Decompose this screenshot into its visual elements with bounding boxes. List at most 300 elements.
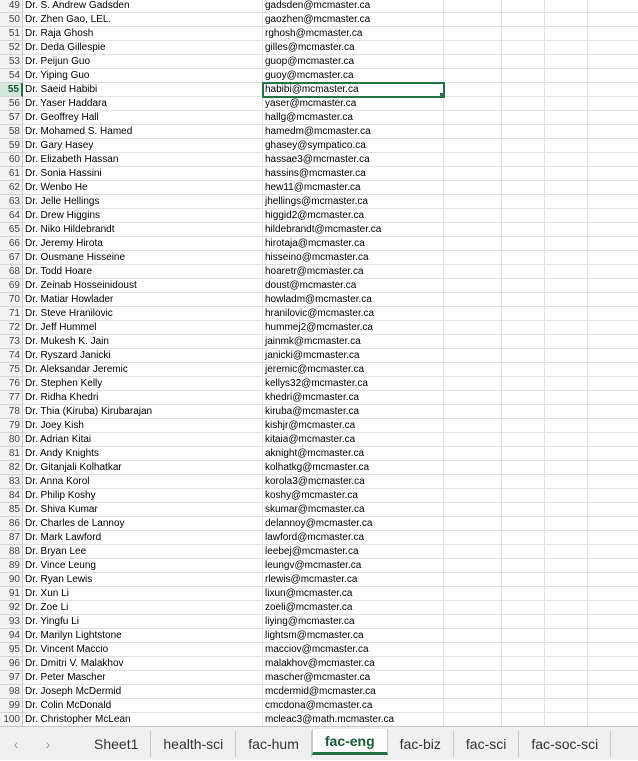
empty-cell[interactable] (444, 83, 502, 97)
empty-cell[interactable] (502, 265, 545, 279)
empty-cell[interactable] (588, 461, 638, 475)
row-header[interactable]: 99 (0, 699, 23, 713)
empty-cell[interactable] (545, 671, 588, 685)
email-cell[interactable]: hummej2@mcmaster.ca (263, 321, 444, 335)
name-cell[interactable]: Dr. Zoe Li (23, 601, 263, 615)
empty-cell[interactable] (545, 699, 588, 713)
empty-cell[interactable] (588, 279, 638, 293)
empty-cell[interactable] (588, 139, 638, 153)
empty-cell[interactable] (502, 629, 545, 643)
empty-cell[interactable] (588, 307, 638, 321)
empty-cell[interactable] (588, 405, 638, 419)
empty-cell[interactable] (545, 363, 588, 377)
empty-cell[interactable] (502, 307, 545, 321)
empty-cell[interactable] (444, 321, 502, 335)
email-cell[interactable]: macciov@mcmaster.ca (263, 643, 444, 657)
email-cell[interactable]: habibi@mcmaster.ca (263, 83, 444, 97)
empty-cell[interactable] (444, 209, 502, 223)
email-cell[interactable]: janicki@mcmaster.ca (263, 349, 444, 363)
empty-cell[interactable] (444, 265, 502, 279)
empty-cell[interactable] (545, 685, 588, 699)
email-cell[interactable]: guoy@mcmaster.ca (263, 69, 444, 83)
empty-cell[interactable] (444, 195, 502, 209)
empty-cell[interactable] (444, 363, 502, 377)
email-cell[interactable]: gaozhen@mcmaster.ca (263, 13, 444, 27)
empty-cell[interactable] (444, 405, 502, 419)
name-cell[interactable]: Dr. Andy Knights (23, 447, 263, 461)
email-cell[interactable]: malakhov@mcmaster.ca (263, 657, 444, 671)
name-cell[interactable]: Dr. Yaser Haddara (23, 97, 263, 111)
email-cell[interactable]: hassins@mcmaster.ca (263, 167, 444, 181)
name-cell[interactable]: Dr. Jelle Hellings (23, 195, 263, 209)
empty-cell[interactable] (502, 181, 545, 195)
empty-cell[interactable] (444, 503, 502, 517)
name-cell[interactable]: Dr. Colin McDonald (23, 699, 263, 713)
empty-cell[interactable] (444, 531, 502, 545)
empty-cell[interactable] (444, 223, 502, 237)
empty-cell[interactable] (545, 461, 588, 475)
empty-cell[interactable] (545, 601, 588, 615)
empty-cell[interactable] (502, 335, 545, 349)
email-cell[interactable]: hallg@mcmaster.ca (263, 111, 444, 125)
row-header[interactable]: 54 (0, 69, 23, 83)
row-header[interactable]: 100 (0, 713, 23, 727)
name-cell[interactable]: Dr. Bryan Lee (23, 545, 263, 559)
name-cell[interactable]: Dr. Steve Hranilovic (23, 307, 263, 321)
email-cell[interactable]: rghosh@mcmaster.ca (263, 27, 444, 41)
row-header[interactable]: 55 (0, 83, 23, 97)
empty-cell[interactable] (588, 69, 638, 83)
empty-cell[interactable] (545, 657, 588, 671)
empty-cell[interactable] (502, 699, 545, 713)
email-cell[interactable]: higgid2@mcmaster.ca (263, 209, 444, 223)
empty-cell[interactable] (502, 27, 545, 41)
row-header[interactable]: 73 (0, 335, 23, 349)
row-header[interactable]: 69 (0, 279, 23, 293)
empty-cell[interactable] (502, 223, 545, 237)
name-cell[interactable]: Dr. Jeremy Hirota (23, 237, 263, 251)
email-cell[interactable]: gadsden@mcmaster.ca (263, 0, 444, 13)
empty-cell[interactable] (545, 433, 588, 447)
empty-cell[interactable] (545, 69, 588, 83)
row-header[interactable]: 92 (0, 601, 23, 615)
empty-cell[interactable] (545, 83, 588, 97)
empty-cell[interactable] (588, 685, 638, 699)
empty-cell[interactable] (502, 55, 545, 69)
row-header[interactable]: 97 (0, 671, 23, 685)
empty-cell[interactable] (502, 41, 545, 55)
row-header[interactable]: 85 (0, 503, 23, 517)
empty-cell[interactable] (588, 55, 638, 69)
empty-cell[interactable] (588, 237, 638, 251)
email-cell[interactable]: yaser@mcmaster.ca (263, 97, 444, 111)
empty-cell[interactable] (502, 615, 545, 629)
name-cell[interactable]: Dr. Todd Hoare (23, 265, 263, 279)
empty-cell[interactable] (545, 27, 588, 41)
email-cell[interactable]: delannoy@mcmaster.ca (263, 517, 444, 531)
empty-cell[interactable] (444, 27, 502, 41)
empty-cell[interactable] (588, 377, 638, 391)
empty-cell[interactable] (588, 349, 638, 363)
empty-cell[interactable] (444, 559, 502, 573)
empty-cell[interactable] (545, 349, 588, 363)
email-cell[interactable]: koshy@mcmaster.ca (263, 489, 444, 503)
empty-cell[interactable] (502, 643, 545, 657)
name-cell[interactable]: Dr. Ryszard Janicki (23, 349, 263, 363)
empty-cell[interactable] (545, 195, 588, 209)
empty-cell[interactable] (444, 671, 502, 685)
row-header[interactable]: 98 (0, 685, 23, 699)
empty-cell[interactable] (444, 279, 502, 293)
empty-cell[interactable] (502, 503, 545, 517)
empty-cell[interactable] (444, 307, 502, 321)
empty-cell[interactable] (444, 349, 502, 363)
name-cell[interactable]: Dr. Mohamed S. Hamed (23, 125, 263, 139)
empty-cell[interactable] (588, 391, 638, 405)
empty-cell[interactable] (545, 615, 588, 629)
empty-cell[interactable] (502, 97, 545, 111)
empty-cell[interactable] (545, 503, 588, 517)
empty-cell[interactable] (444, 517, 502, 531)
empty-cell[interactable] (588, 363, 638, 377)
row-header[interactable]: 82 (0, 461, 23, 475)
row-header[interactable]: 90 (0, 573, 23, 587)
empty-cell[interactable] (545, 531, 588, 545)
empty-cell[interactable] (545, 167, 588, 181)
empty-cell[interactable] (502, 321, 545, 335)
email-cell[interactable]: khedri@mcmaster.ca (263, 391, 444, 405)
empty-cell[interactable] (588, 419, 638, 433)
empty-cell[interactable] (502, 167, 545, 181)
email-cell[interactable]: jhellings@mcmaster.ca (263, 195, 444, 209)
row-header[interactable]: 62 (0, 181, 23, 195)
empty-cell[interactable] (444, 601, 502, 615)
empty-cell[interactable] (545, 335, 588, 349)
name-cell[interactable]: Dr. Shiva Kumar (23, 503, 263, 517)
empty-cell[interactable] (444, 293, 502, 307)
name-cell[interactable]: Dr. Anna Korol (23, 475, 263, 489)
name-cell[interactable]: Dr. Xun Li (23, 587, 263, 601)
name-cell[interactable]: Dr. Mark Lawford (23, 531, 263, 545)
empty-cell[interactable] (588, 153, 638, 167)
row-header[interactable]: 64 (0, 209, 23, 223)
empty-cell[interactable] (502, 601, 545, 615)
email-cell[interactable]: kiruba@mcmaster.ca (263, 405, 444, 419)
empty-cell[interactable] (502, 293, 545, 307)
empty-cell[interactable] (545, 55, 588, 69)
name-cell[interactable]: Dr. Matiar Howlader (23, 293, 263, 307)
empty-cell[interactable] (545, 251, 588, 265)
empty-cell[interactable] (545, 545, 588, 559)
empty-cell[interactable] (545, 153, 588, 167)
email-cell[interactable]: zoeli@mcmaster.ca (263, 601, 444, 615)
name-cell[interactable]: Dr. Philip Koshy (23, 489, 263, 503)
email-cell[interactable]: hassae3@mcmaster.ca (263, 153, 444, 167)
empty-cell[interactable] (588, 251, 638, 265)
name-cell[interactable]: Dr. Thia (Kiruba) Kirubarajan (23, 405, 263, 419)
row-header[interactable]: 65 (0, 223, 23, 237)
row-header[interactable]: 50 (0, 13, 23, 27)
row-header[interactable]: 87 (0, 531, 23, 545)
empty-cell[interactable] (588, 447, 638, 461)
empty-cell[interactable] (502, 447, 545, 461)
email-cell[interactable]: hirotaja@mcmaster.ca (263, 237, 444, 251)
empty-cell[interactable] (588, 321, 638, 335)
empty-cell[interactable] (502, 349, 545, 363)
email-cell[interactable]: doust@mcmaster.ca (263, 279, 444, 293)
empty-cell[interactable] (444, 545, 502, 559)
name-cell[interactable]: Dr. S. Andrew Gadsden (23, 0, 263, 13)
row-header[interactable]: 75 (0, 363, 23, 377)
name-cell[interactable]: Dr. Yingfu Li (23, 615, 263, 629)
name-cell[interactable]: Dr. Saeid Habibi (23, 83, 263, 97)
email-cell[interactable]: kellys32@mcmaster.ca (263, 377, 444, 391)
email-cell[interactable]: kolhatkg@mcmaster.ca (263, 461, 444, 475)
email-cell[interactable]: cmcdona@mcmaster.ca (263, 699, 444, 713)
row-header[interactable]: 84 (0, 489, 23, 503)
empty-cell[interactable] (502, 209, 545, 223)
row-header[interactable]: 59 (0, 139, 23, 153)
empty-cell[interactable] (588, 167, 638, 181)
empty-cell[interactable] (588, 643, 638, 657)
empty-cell[interactable] (588, 111, 638, 125)
empty-cell[interactable] (588, 657, 638, 671)
empty-cell[interactable] (444, 111, 502, 125)
row-header[interactable]: 81 (0, 447, 23, 461)
name-cell[interactable]: Dr. Mukesh K. Jain (23, 335, 263, 349)
empty-cell[interactable] (545, 559, 588, 573)
empty-cell[interactable] (588, 13, 638, 27)
name-cell[interactable]: Dr. Geoffrey Hall (23, 111, 263, 125)
email-cell[interactable]: hranilovic@mcmaster.ca (263, 307, 444, 321)
row-header[interactable]: 83 (0, 475, 23, 489)
empty-cell[interactable] (502, 377, 545, 391)
email-cell[interactable]: leebej@mcmaster.ca (263, 545, 444, 559)
sheet-tab-fac-hum[interactable]: fac-hum (236, 731, 312, 757)
name-cell[interactable]: Dr. Aleksandar Jeremic (23, 363, 263, 377)
empty-cell[interactable] (545, 419, 588, 433)
empty-cell[interactable] (545, 181, 588, 195)
name-cell[interactable]: Dr. Drew Higgins (23, 209, 263, 223)
empty-cell[interactable] (545, 97, 588, 111)
name-cell[interactable]: Dr. Gary Hasey (23, 139, 263, 153)
empty-cell[interactable] (444, 713, 502, 727)
row-header[interactable]: 89 (0, 559, 23, 573)
email-cell[interactable]: aknight@mcmaster.ca (263, 447, 444, 461)
sheet-tab-fac-eng[interactable]: fac-eng (312, 729, 388, 755)
email-cell[interactable]: jainmk@mcmaster.ca (263, 335, 444, 349)
email-cell[interactable]: ghasey@sympatico.ca (263, 139, 444, 153)
empty-cell[interactable] (545, 391, 588, 405)
sheet-tab-health-sci[interactable]: health-sci (151, 731, 236, 757)
empty-cell[interactable] (545, 447, 588, 461)
empty-cell[interactable] (444, 587, 502, 601)
empty-cell[interactable] (502, 391, 545, 405)
empty-cell[interactable] (502, 363, 545, 377)
email-cell[interactable]: hamedm@mcmaster.ca (263, 125, 444, 139)
empty-cell[interactable] (545, 125, 588, 139)
empty-cell[interactable] (444, 391, 502, 405)
row-header[interactable]: 88 (0, 545, 23, 559)
name-cell[interactable]: Dr. Yiping Guo (23, 69, 263, 83)
empty-cell[interactable] (588, 587, 638, 601)
empty-cell[interactable] (502, 125, 545, 139)
empty-cell[interactable] (502, 573, 545, 587)
empty-cell[interactable] (502, 195, 545, 209)
empty-cell[interactable] (444, 153, 502, 167)
name-cell[interactable]: Dr. Wenbo He (23, 181, 263, 195)
name-cell[interactable]: Dr. Elizabeth Hassan (23, 153, 263, 167)
name-cell[interactable]: Dr. Zeinab Hosseinidoust (23, 279, 263, 293)
empty-cell[interactable] (444, 573, 502, 587)
email-cell[interactable]: hoaretr@mcmaster.ca (263, 265, 444, 279)
empty-cell[interactable] (502, 433, 545, 447)
sheet-tab-Sheet1[interactable]: Sheet1 (82, 731, 151, 757)
sheet-tab-fac-soc-sci[interactable]: fac-soc-sci (519, 731, 611, 757)
empty-cell[interactable] (588, 41, 638, 55)
empty-cell[interactable] (444, 335, 502, 349)
empty-cell[interactable] (588, 0, 638, 13)
empty-cell[interactable] (545, 405, 588, 419)
row-header[interactable]: 78 (0, 405, 23, 419)
name-cell[interactable]: Dr. Adrian Kitai (23, 433, 263, 447)
empty-cell[interactable] (588, 601, 638, 615)
empty-cell[interactable] (588, 671, 638, 685)
empty-cell[interactable] (502, 657, 545, 671)
empty-cell[interactable] (545, 643, 588, 657)
name-cell[interactable]: Dr. Ridha Khedri (23, 391, 263, 405)
row-header[interactable]: 63 (0, 195, 23, 209)
email-cell[interactable]: kitaia@mcmaster.ca (263, 433, 444, 447)
empty-cell[interactable] (502, 713, 545, 727)
row-header[interactable]: 95 (0, 643, 23, 657)
row-header[interactable]: 56 (0, 97, 23, 111)
empty-cell[interactable] (545, 517, 588, 531)
name-cell[interactable]: Dr. Peter Mascher (23, 671, 263, 685)
row-header[interactable]: 67 (0, 251, 23, 265)
empty-cell[interactable] (502, 517, 545, 531)
row-header[interactable]: 71 (0, 307, 23, 321)
email-cell[interactable]: hildebrandt@mcmaster.ca (263, 223, 444, 237)
name-cell[interactable]: Dr. Joseph McDermid (23, 685, 263, 699)
row-header[interactable]: 51 (0, 27, 23, 41)
empty-cell[interactable] (502, 671, 545, 685)
email-cell[interactable]: mcdermid@mcmaster.ca (263, 685, 444, 699)
empty-cell[interactable] (444, 699, 502, 713)
row-header[interactable]: 96 (0, 657, 23, 671)
empty-cell[interactable] (545, 41, 588, 55)
name-cell[interactable]: Dr. Gitanjali Kolhatkar (23, 461, 263, 475)
row-header[interactable]: 93 (0, 615, 23, 629)
empty-cell[interactable] (545, 209, 588, 223)
empty-cell[interactable] (545, 13, 588, 27)
empty-cell[interactable] (588, 489, 638, 503)
empty-cell[interactable] (444, 433, 502, 447)
name-cell[interactable]: Dr. Marilyn Lightstone (23, 629, 263, 643)
empty-cell[interactable] (588, 517, 638, 531)
empty-cell[interactable] (502, 0, 545, 13)
email-cell[interactable]: gilles@mcmaster.ca (263, 41, 444, 55)
empty-cell[interactable] (588, 293, 638, 307)
name-cell[interactable]: Dr. Charles de Lannoy (23, 517, 263, 531)
empty-cell[interactable] (444, 55, 502, 69)
empty-cell[interactable] (502, 475, 545, 489)
empty-cell[interactable] (588, 335, 638, 349)
empty-cell[interactable] (545, 139, 588, 153)
empty-cell[interactable] (588, 475, 638, 489)
empty-cell[interactable] (545, 0, 588, 13)
empty-cell[interactable] (545, 629, 588, 643)
name-cell[interactable]: Dr. Vince Leung (23, 559, 263, 573)
row-header[interactable]: 70 (0, 293, 23, 307)
empty-cell[interactable] (444, 251, 502, 265)
empty-cell[interactable] (444, 657, 502, 671)
empty-cell[interactable] (444, 181, 502, 195)
row-header[interactable]: 57 (0, 111, 23, 125)
empty-cell[interactable] (588, 629, 638, 643)
empty-cell[interactable] (444, 685, 502, 699)
name-cell[interactable]: Dr. Deda Gillespie (23, 41, 263, 55)
empty-cell[interactable] (545, 293, 588, 307)
email-cell[interactable]: hew11@mcmaster.ca (263, 181, 444, 195)
empty-cell[interactable] (502, 531, 545, 545)
empty-cell[interactable] (588, 531, 638, 545)
email-cell[interactable]: mcleac3@math.mcmaster.ca (263, 713, 444, 727)
empty-cell[interactable] (502, 69, 545, 83)
prev-sheet-icon[interactable]: ‹ (13, 735, 19, 752)
email-cell[interactable]: lawford@mcmaster.ca (263, 531, 444, 545)
empty-cell[interactable] (588, 195, 638, 209)
empty-cell[interactable] (444, 615, 502, 629)
empty-cell[interactable] (444, 167, 502, 181)
empty-cell[interactable] (545, 111, 588, 125)
empty-cell[interactable] (588, 615, 638, 629)
email-cell[interactable]: leungv@mcmaster.ca (263, 559, 444, 573)
row-header[interactable]: 49 (0, 0, 23, 13)
empty-cell[interactable] (588, 265, 638, 279)
email-cell[interactable]: hisseino@mcmaster.ca (263, 251, 444, 265)
empty-cell[interactable] (444, 237, 502, 251)
row-header[interactable]: 74 (0, 349, 23, 363)
empty-cell[interactable] (588, 209, 638, 223)
empty-cell[interactable] (502, 587, 545, 601)
email-cell[interactable]: mascher@mcmaster.ca (263, 671, 444, 685)
row-header[interactable]: 79 (0, 419, 23, 433)
empty-cell[interactable] (444, 475, 502, 489)
empty-cell[interactable] (502, 419, 545, 433)
row-header[interactable]: 52 (0, 41, 23, 55)
row-header[interactable]: 66 (0, 237, 23, 251)
name-cell[interactable]: Dr. Ryan Lewis (23, 573, 263, 587)
empty-cell[interactable] (588, 573, 638, 587)
row-header[interactable]: 91 (0, 587, 23, 601)
empty-cell[interactable] (588, 545, 638, 559)
empty-cell[interactable] (545, 223, 588, 237)
empty-cell[interactable] (444, 643, 502, 657)
row-header[interactable]: 60 (0, 153, 23, 167)
sheet-tab-fac-biz[interactable]: fac-biz (388, 731, 454, 757)
name-cell[interactable]: Dr. Peijun Guo (23, 55, 263, 69)
email-cell[interactable]: liying@mcmaster.ca (263, 615, 444, 629)
empty-cell[interactable] (588, 181, 638, 195)
name-cell[interactable]: Dr. Vincent Maccio (23, 643, 263, 657)
name-cell[interactable]: Dr. Niko Hildebrandt (23, 223, 263, 237)
email-cell[interactable]: jeremic@mcmaster.ca (263, 363, 444, 377)
empty-cell[interactable] (444, 41, 502, 55)
row-header[interactable]: 77 (0, 391, 23, 405)
empty-cell[interactable] (588, 97, 638, 111)
row-header[interactable]: 76 (0, 377, 23, 391)
